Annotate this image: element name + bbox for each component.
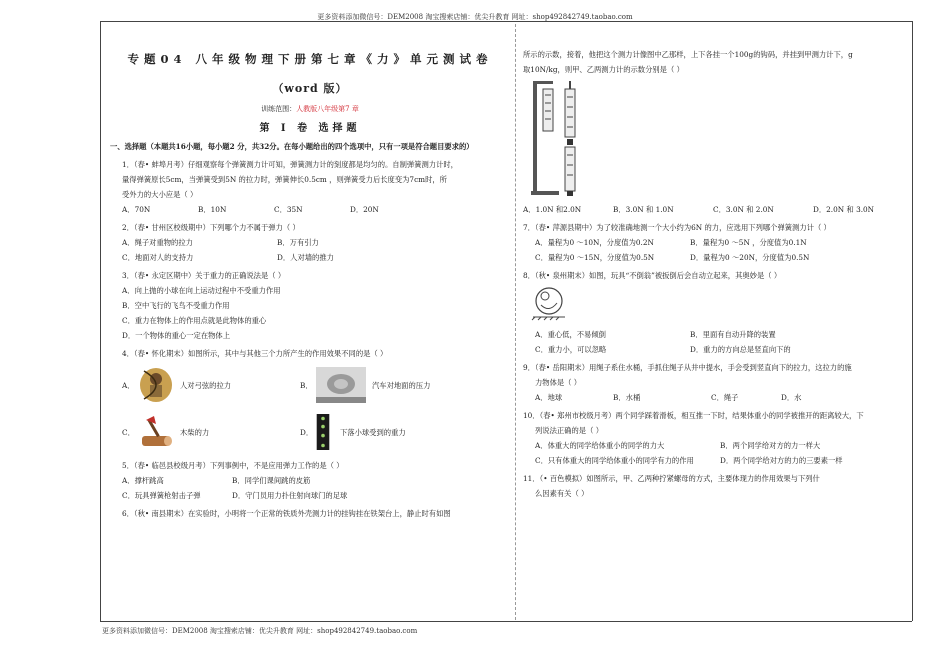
q4-option-a-text: 人对弓弦的拉力	[180, 380, 232, 390]
q4-option-d-text: 下落小球受到的重力	[340, 427, 406, 437]
question-11	[523, 471, 908, 501]
q2-option-c: C．地面对人的支持力	[122, 253, 194, 262]
archer-image	[138, 367, 174, 403]
question-2	[110, 220, 510, 265]
q6-option-a: A．1.0N 和2.0N	[523, 205, 582, 214]
q8-stem: 8．（秋• 泉州期末）如图，玩具“不倒翁”被扳倒后会自动立起来，其奥妙是（ ）	[523, 271, 782, 280]
range-label: 训练范围：	[261, 105, 297, 113]
column-divider	[515, 24, 516, 620]
q10-option-d: D．两个同学给对方的力的三要素一样	[720, 456, 843, 465]
q9-line-1: 9．（春• 岳阳期末）用绳子系住水桶，手抓住绳子从井中提水，手会受到竖直向下的拉力，这拉力的施	[523, 363, 852, 372]
right-border	[912, 21, 913, 621]
page-subtitle: （word 版）	[272, 82, 348, 95]
q6-options	[523, 202, 908, 217]
q10-option-a: A．体重大的同学给体重小的同学的力大	[535, 441, 665, 450]
q5-stem: 5．（春• 临邑县校级月考）下列事例中，不是应用弹力工作的是（ ）	[122, 461, 344, 470]
q3-option-d: D．一个物体的重心一定在物体上	[122, 331, 231, 340]
q6-line-3: 取10N/kg，则甲、乙两测力计的示数分别是（ ）	[523, 65, 684, 74]
question-4	[110, 346, 510, 455]
left-column	[110, 48, 510, 521]
tire-image	[316, 367, 366, 403]
q10-option-c: C．只有体重大的同学给体重小的同学有力的作用	[535, 456, 694, 465]
q4-option-b-label: B．	[300, 380, 313, 390]
question-1	[110, 157, 510, 217]
q7-stem: 7．（春• 萍源县期中）为了较准确地测一个大小约为6N 的力，应选用下列哪个弹簧测力计（ ）	[523, 223, 831, 232]
instructions: 一、选择题（本题共16小题，每小题2 分，共32分。在每小题给出的四个选项中，只有一项是符合题目要求的）	[110, 142, 474, 151]
q1-line-2: 量得弹簧原长5cm，当弹簧受到5N 的拉力时，弹簧伸长0.5cm ，则弹簧受力后长度变为7cm时，所	[122, 175, 447, 184]
axe-wood-image	[138, 414, 174, 450]
q4-option-a-label: A．	[122, 380, 135, 390]
tumbler-toy-figure	[529, 283, 569, 321]
q10-option-b: B．两个同学给对方的力一样大	[720, 441, 821, 450]
q9-option-b: B．水桶	[613, 393, 641, 402]
q3-stem: 3．（春• 永定区期中）关于重力的正确说法是（ ）	[122, 271, 286, 280]
question-7	[523, 220, 908, 265]
q6-line-1: 6．（秋• 南县期末）在实验时，小明将一个正常的铁质外壳测力计的挂钩挂在铁架台上，静止时有如图	[122, 509, 451, 518]
training-range	[110, 102, 510, 117]
q6-option-b: B．3.0N 和 1.0N	[613, 205, 674, 214]
left-border	[100, 21, 101, 621]
q5-option-b: B．同学们课间跳的皮筋	[232, 476, 311, 485]
question-6-cont	[523, 47, 908, 217]
q6-line-2: 所示的示数，接着，他把这个测力计像图中乙那样，上下各挂一个100g的钩码，并挂到甲测力计下，g	[523, 50, 853, 59]
question-9	[523, 360, 908, 405]
q5-option-d: D．守门员用力扑住射向球门的足球	[232, 491, 348, 500]
q8-option-d: D．重力的方向总是竖直向下的	[690, 345, 791, 354]
q3-option-b: B．空中飞行的飞鸟不受重力作用	[122, 301, 230, 310]
q1-option-c: C．35N	[274, 205, 303, 214]
q10-line-2: 列说法正确的是（ ）	[535, 426, 603, 435]
q9-option-c: C．绳子	[711, 393, 739, 402]
q2-stem: 2．（春• 甘州区校级期中）下列哪个力不属于弹力（ ）	[122, 223, 300, 232]
section-heading: 第 I 卷 选择题	[259, 123, 361, 134]
q2-option-b: B．万有引力	[277, 238, 319, 247]
q7-option-c: C．量程为0 ～15N，分度值为0.5N	[535, 253, 655, 262]
q7-option-b: B．量程为0 ～5N ，分度值为0.1N	[690, 238, 807, 247]
q4-option-c-text: 木柴的力	[180, 427, 210, 437]
question-10	[523, 408, 908, 468]
q4-option-b-text: 汽车对地面的压力	[372, 380, 431, 390]
q1-line-1: 1．（春• 蚌埠月考）仔细观察每个弹簧测力计可知，弹簧测力计的刻度都是均匀的。自制弹簧测力计时，	[122, 160, 458, 169]
q4-option-d-label: D．	[300, 427, 314, 437]
q8-option-b: B．里面有自动升降的装置	[690, 330, 776, 339]
q1-option-b: B．10N	[198, 205, 227, 214]
q4-option-c-label: C．	[122, 427, 135, 437]
q9-option-d: D．水	[781, 393, 802, 402]
question-3	[110, 268, 510, 343]
falling-ball-image	[316, 414, 330, 450]
q6-option-c: C．3.0N 和 2.0N	[713, 205, 774, 214]
footer-rule	[100, 621, 912, 622]
q3-option-c: C．重力在物体上的作用点就是此物体的重心	[122, 316, 267, 325]
q1-option-a: A．70N	[122, 205, 151, 214]
q3-option-a: A．向上抛的小球在向上运动过程中不受重力作用	[122, 286, 281, 295]
q8-option-c: C．重力小，可以忽略	[535, 345, 607, 354]
q5-option-c: C．玩具弹簧枪射击子弹	[122, 491, 201, 500]
range-value: 人教版八年级第7 章	[296, 105, 359, 113]
right-column	[523, 47, 908, 501]
q9-option-a: A．地球	[535, 393, 563, 402]
header-note: 更多资料添加微信号：DEM2008 淘宝搜索店铺：优尖升教育 网址：shop492842749.taobao.com	[317, 13, 633, 21]
q7-option-a: A．量程为0 ～10N，分度值为0.2N	[535, 238, 654, 247]
question-5	[110, 458, 510, 503]
q10-line-1: 10．（春• 郑州市校级月考）两个同学踩着滑板，相互推一下时，结果体重小的同学被推开的距离较大，下	[523, 411, 864, 420]
q11-line-1: 11．（• 百色模拟）如图所示，甲、乙两种拧紧螺母的方式，主要体现力的作用效果与下列什	[523, 474, 820, 483]
question-6-start	[110, 506, 510, 521]
q11-line-2: 么因素有关（ ）	[535, 489, 589, 498]
spring-scale-figure	[529, 77, 649, 197]
q8-option-a: A．重心低，不易倾倒	[535, 330, 606, 339]
header-rule	[100, 21, 912, 22]
q4-stem: 4．（春• 怀化期末）如图所示，其中与其他三个力所产生的作用效果不同的是（ ）	[122, 349, 388, 358]
question-8	[523, 268, 908, 357]
q2-option-a: A．绳子对重物的拉力	[122, 238, 193, 247]
footer-note: 更多资料添加微信号：DEM2008 淘宝搜索店铺：优尖升教育 网址：shop492842749.taobao.com	[102, 627, 418, 635]
q5-option-a: A．撑杆跳高	[122, 476, 164, 485]
q6-option-d: D．2.0N 和 3.0N	[813, 205, 875, 214]
q7-option-d: D．量程为0 ～20N，分度值为0.5N	[690, 253, 810, 262]
q1-option-d: D．20N	[350, 205, 379, 214]
q1-line-3: 受外力的大小应是（ ）	[122, 190, 198, 199]
q9-line-2: 力物体是（ ）	[535, 378, 582, 387]
page-title: 专题04 八年级物理下册第七章《力》单元测试卷	[127, 52, 493, 66]
q1-options	[110, 202, 510, 217]
q2-option-d: D．人对墙的推力	[277, 253, 334, 262]
